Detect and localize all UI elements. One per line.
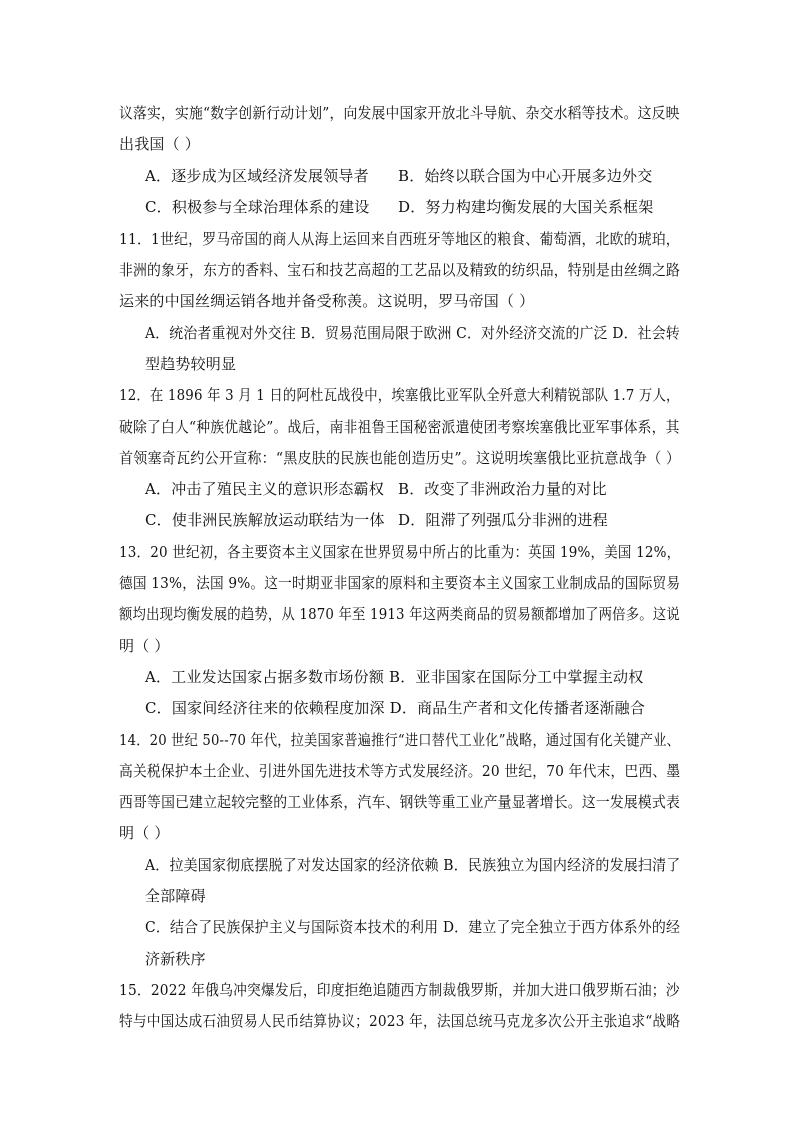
q11-options-line-2: 型趋势较明显 (145, 355, 237, 373)
q11-stem-line-2: 非洲的象牙，东方的香料、宝石和技艺高超的工艺品以及精致的纺织品，特别是由丝绸之路 (119, 261, 681, 279)
q13-stem-line-2: 德国 13%，法国 9%。这一时期亚非国家的原料和主要资本主义国家工业制成品的国际贸易 (119, 574, 681, 592)
q10-option-a: A．逐步成为区域经济发展领导者 (145, 167, 369, 185)
q12-option-d: D．阻滞了列强瓜分非洲的进程 (398, 511, 608, 529)
q14-stem-line-4: 明（ ） (119, 824, 170, 842)
q13-options-line-1: A．工业发达国家占据多数市场份额 B．亚非国家在国际分工中掌握主动权 (145, 668, 644, 686)
q14-stem-line-1: 14．20 世纪 50--70 年代，拉美国家普遍推行“进口替代工业化”战略，通过国有化关键产业、 (119, 731, 680, 749)
q12-stem-line-3: 首领塞奇瓦约公开宣称：“黑皮肤的民族也能创造历史”。这说明埃塞俄比亚抗意战争（ ） (119, 449, 681, 467)
q11-stem-line-3: 运来的中国丝绸运销各地并备受称羡。这说明，罗马帝国（ ） (119, 292, 535, 310)
q13-stem-line-4: 明（ ） (119, 637, 170, 655)
q14-options-line-3: C．结合了民族保护主义与国际资本技术的利用 D．建立了完全独立于西方体系外的经 (145, 918, 681, 936)
q13-stem-line-3: 额均出现均衡发展的趋势，从 1870 年至 1913 年这两类商品的贸易额都增加了两倍多。这说 (119, 605, 680, 623)
q10-option-c: C．积极参与全球治理体系的建设 (145, 198, 370, 216)
q11-stem-line-1: 11．1世纪，罗马帝国的商人从海上运回来自西班牙等地区的粮食、葡萄酒，北欧的琥珀， (119, 230, 680, 248)
q13-stem-line-1: 13．20 世纪初，各主要资本主义国家在世界贸易中所占的比重为：英国 19%，美国 12%， (119, 543, 681, 561)
q12-option-b: B．改变了非洲政治力量的对比 (398, 480, 607, 498)
q10-stem-line-1: 议落实，实施“数字创新行动计划”，向发展中国家开放北斗导航、杂交水稻等技术。这反映 (119, 104, 680, 122)
q12-stem-line-1: 12．在 1896 年 3 月 1 日的阿杜瓦战役中，埃塞俄比亚军队全歼意大利精锐部队 1.7 万人， (119, 386, 680, 404)
q11-options-line-1: A．统治者重视对外交往 B．贸易范围局限于欧洲 C．对外经济交流的广泛 D．社会转 (145, 324, 680, 342)
q14-options-line-2: 全部障碍 (145, 887, 206, 905)
q13-options-line-2: C．国家间经济往来的依赖程度加深 D．商品生产者和文化传播者逐渐融合 (145, 699, 646, 717)
q14-options-line-1: A．拉美国家彻底摆脱了对发达国家的经济依赖 B．民族独立为国内经济的发展扫清了 (145, 856, 681, 874)
q12-option-a: A．冲击了殖民主义的意识形态霸权 (145, 480, 385, 498)
q15-stem-line-2: 特与中国达成石油贸易人民币结算协议；2023 年，法国总统马克龙多次公开主张追求“战略 (119, 1012, 681, 1030)
q14-options-line-4: 济新秩序 (145, 950, 206, 968)
q14-stem-line-3: 西哥等国已建立起较完整的工业体系，汽车、钢铁等重工业产量显著增长。这一发展模式表 (119, 793, 681, 811)
q15-stem-line-1: 15．2022 年俄乌冲突爆发后，印度拒绝追随西方制裁俄罗斯，并加大进口俄罗斯石油；沙 (119, 981, 680, 999)
q12-stem-line-2: 破除了白人“种族优越论”。战后，南非祖鲁王国秘密派遣使团考察埃塞俄比亚军事体系，其 (119, 418, 680, 436)
q14-stem-line-2: 高关税保护本土企业、引进外国先进技术等方式发展经济。20 世纪，70 年代末，巴西、墨 (119, 762, 681, 780)
q10-option-b: B．始终以联合国为中心开展多边外交 (398, 167, 653, 185)
q12-option-c: C．使非洲民族解放运动联结为一体 (145, 511, 385, 529)
q10-stem-line-2: 出我国（ ） (119, 135, 200, 153)
q10-option-d: D．努力构建均衡发展的大国关系框架 (398, 198, 654, 216)
